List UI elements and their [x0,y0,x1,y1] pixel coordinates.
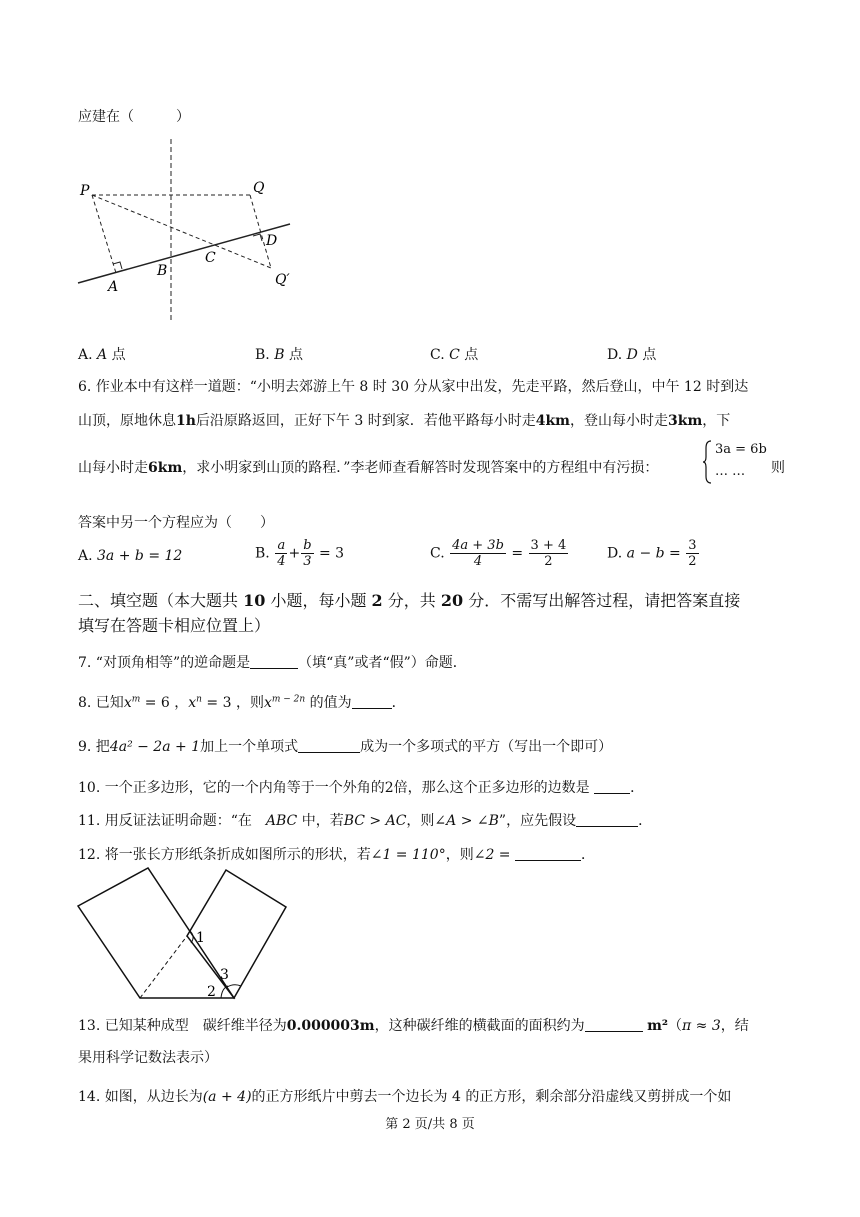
q6-system-eq2: … … [715,464,746,479]
q14: 14. 如图，从边长为(a + 4)的正方形纸片中剪去一个边长为 4 的正方形，剩余部分沿虚线又剪拼成一个如 [78,1089,732,1105]
fig5-right-angle-a [113,262,122,269]
q9-answer-blank[interactable] [298,738,360,753]
q9: 9. 把4a² − 2a + 1加上一个单项式 成为一个多项式的平方（写出一个即可） [78,739,613,755]
q8-answer-blank[interactable] [352,694,392,709]
q6-line-3: 山每小时走6km，求小明家到山顶的路程．”李老师查看解答时发现答案中的方程组中有污损： [78,460,659,476]
brace-icon [703,440,713,484]
q10-answer-blank[interactable] [594,779,630,794]
q5-tail: 应建在（ ） [78,109,190,125]
q6-line-1: 6. 作业本中有这样一道题：“小明去郊游上午 8 时 30 分从家中出发，先走平路，然后登山，中午 12 时到达 [78,379,749,395]
fig5-label-b: B [157,263,168,279]
q8: 8. 已知$x^m = 6$ ，$x^n = 3$ ，则$x^{m - 2n}$ 的值为 ． [78,694,406,711]
fig5-pqp-line [92,195,271,268]
q11: 11. 用反证法证明命题：“在 ABC 中，若BC > AC，则∠A > ∠B”，应先假设 ． [78,813,653,829]
q13-line-2: 果用科学记数法表示） [78,1050,218,1066]
fig12-left-strip [78,868,234,998]
q7-answer-blank[interactable] [250,654,298,669]
fig5-right-angle-d [253,234,262,241]
q12: 12. 将一张长方形纸条折成如图所示的形状，若∠1 = 110°，则∠2 = ． [78,847,595,863]
fig12-label-3: 3 [220,967,229,983]
q5-option-b[interactable]: B. B 点 [255,347,303,363]
q13: 13. 已知某种成型 碳纤维半径为0.000003m，这种碳纤维的横截面的面积约为 m²（π ≈ 3，结 [78,1018,749,1034]
q6-line-2: 山顶，原地休息1h后沿原路返回，正好下午 3 时到家．若他平路每小时走4km，登山每小时走3km，下 [78,413,731,429]
fig12-label-1: 1 [196,930,205,946]
q5-option-c[interactable]: C. C 点 [430,347,479,363]
q6-option-c[interactable]: C. $\frac{4a + 3b}{4}$ = $\frac{3 + 4}{2}$ [430,538,567,569]
fig5-pa-line [92,195,116,273]
section-2-title-line-2: 填写在答题卡相应位置上） [78,616,271,635]
q11-answer-blank[interactable] [576,812,638,827]
fig5-qqp-line [250,195,271,268]
q6-then: 则 [771,460,785,476]
fig12-label-2: 2 [207,984,216,1000]
q6-option-a[interactable]: A. 3a + b = 12 [78,548,183,564]
q5-figure [70,135,310,330]
q12-answer-blank[interactable] [515,846,581,861]
q12-figure [70,862,300,1007]
q5-option-a[interactable]: A. A 点 [78,347,126,363]
fig5-label-d: D [266,233,278,249]
fig12-fold-line [140,936,187,998]
q6-line-4: 答案中另一个方程应为（ ） [78,515,274,531]
q7: 7. “对顶角相等”的逆命题是 （填“真”或者“假”）命题． [78,655,467,671]
fig5-label-c: C [205,250,216,266]
q6-system-eq1: 3a = 6b [715,442,767,457]
fig5-label-a: A [108,279,119,295]
section-2-title: 二、填空题（本大题共 10 小题，每小题 2 分，共 20 分．不需写出解答过程，请把答案直接 [78,591,741,610]
q6-option-d[interactable]: D. a − b = $\frac{3}{2}$ [607,538,697,569]
q10: 10. 一个正多边形，它的一个内角等于一个外角的2倍，那么这个正多边形的边数是 ． [78,780,645,796]
fig5-label-p: P [80,183,90,199]
page-footer: 第 2 页/共 8 页 [385,1117,475,1132]
fig12-arc-3 [227,985,241,987]
fig5-label-qprime: Q′ [275,272,290,288]
q13-answer-blank[interactable] [585,1017,643,1032]
fig5-label-q: Q [253,180,265,196]
q6-option-b[interactable]: B. $\frac{a}{4}$ + $\frac{b}{3}$ = 3 [255,538,345,569]
q5-option-d[interactable]: D. D 点 [607,347,657,363]
